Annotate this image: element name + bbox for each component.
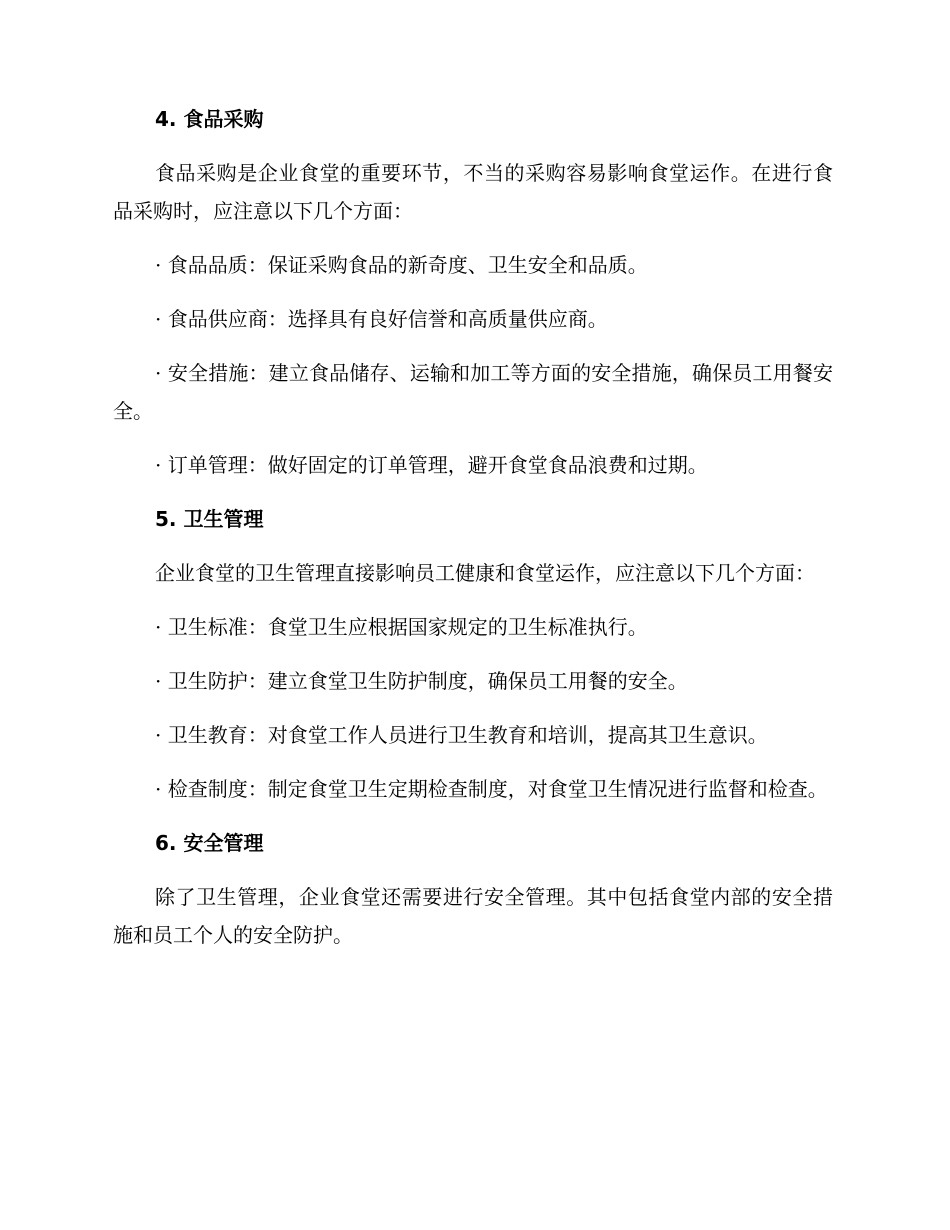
section-intro-hygiene-management: 企业食堂的卫生管理直接影响员工健康和食堂运作，应注意以下几个方面：: [155, 561, 815, 585]
section-intro-safety-management: 除了卫生管理，企业食堂还需要进行安全管理。其中包括食堂内部的安全措施和员工个人的安全防护。: [113, 885, 833, 947]
section-heading-food-procurement: 4. 食品采购: [155, 107, 264, 131]
bullet-inspection-system: · 检查制度：制定食堂卫生定期检查制度，对食堂卫生情况进行监督和检查。: [155, 777, 828, 801]
bullet-food-quality: · 食品品质：保证采购食品的新奇度、卫生安全和品质。: [155, 253, 648, 277]
bullet-hygiene-education: · 卫生教育：对食堂工作人员进行卫生教育和培训，提高其卫生意识。: [155, 723, 768, 747]
bullet-hygiene-protection: · 卫生防护：建立食堂卫生防护制度，确保员工用餐的安全。: [155, 669, 688, 693]
bullet-safety-measures: · 安全措施：建立食品储存、运输和加工等方面的安全措施，确保员工用餐安全。: [113, 361, 833, 423]
bullet-hygiene-standard: · 卫生标准：食堂卫生应根据国家规定的卫生标准执行。: [155, 615, 648, 639]
bullet-order-management: · 订单管理：做好固定的订单管理，避开食堂食品浪费和过期。: [155, 453, 708, 477]
document-page: [113, 100, 833, 970]
section-heading-hygiene-management: 5. 卫生管理: [155, 507, 264, 531]
section-intro-food-procurement: 食品采购是企业食堂的重要环节，不当的采购容易影响食堂运作。在进行食品采购时，应注意以下几个方面：: [113, 161, 833, 223]
section-heading-safety-management: 6. 安全管理: [155, 831, 264, 855]
bullet-food-supplier: · 食品供应商：选择具有良好信誉和高质量供应商。: [155, 307, 608, 331]
